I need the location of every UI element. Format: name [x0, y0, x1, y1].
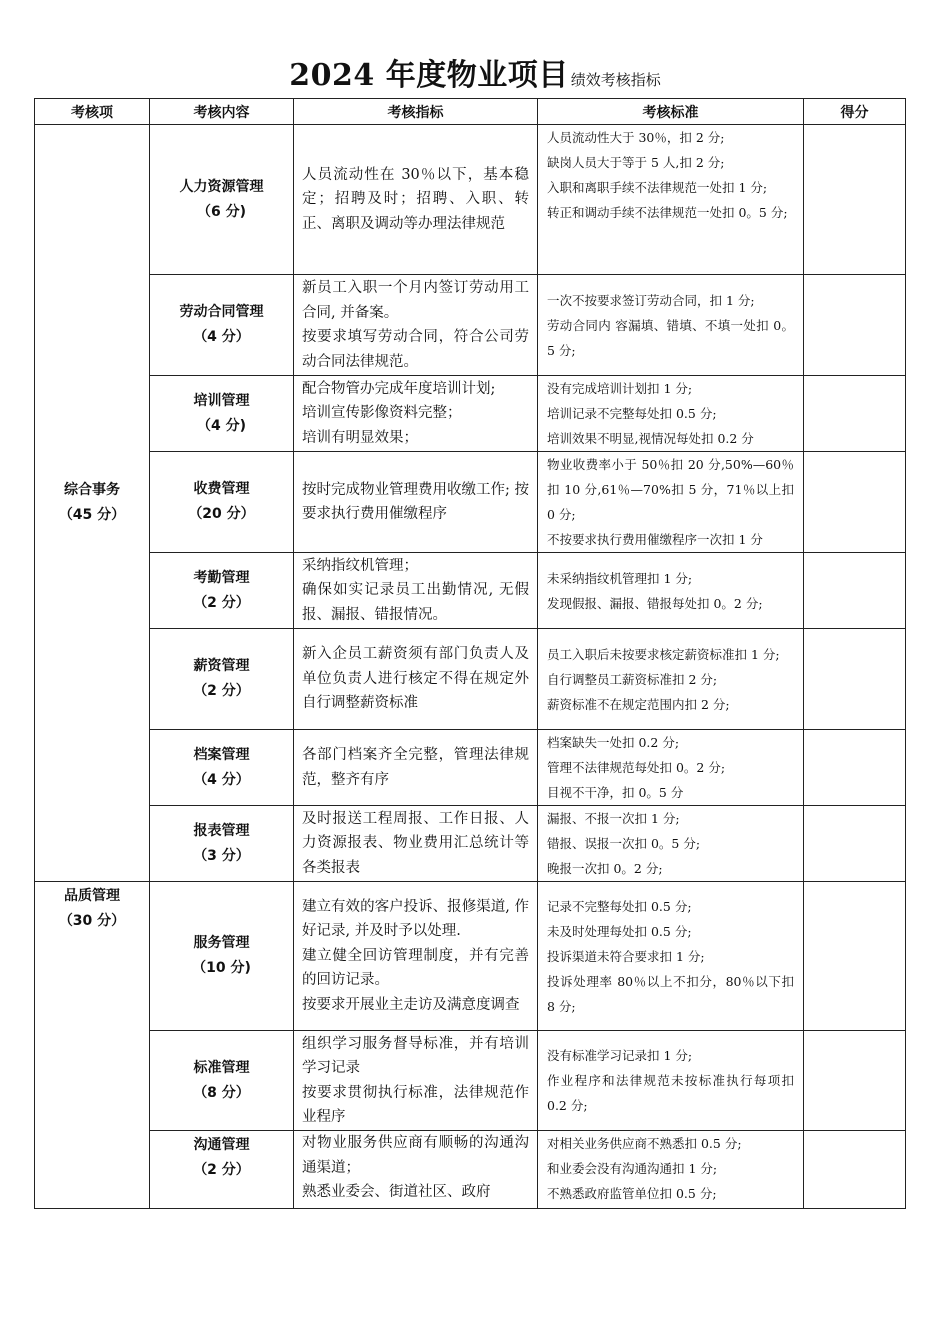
item-cell — [150, 275, 294, 376]
standard-text: 投诉渠道未符合要求扣 1 分; — [547, 948, 705, 964]
indicator-cell — [294, 452, 538, 553]
standard-text: 错报、误报一次扣 0。5 分; — [547, 836, 701, 851]
header-row — [35, 99, 906, 125]
score-cell[interactable] — [804, 806, 906, 882]
title-main: 2024 年度物业项目 — [289, 58, 569, 93]
indicator-cell — [294, 553, 538, 629]
item-cell — [150, 1131, 294, 1209]
indicator-cell — [294, 275, 538, 376]
indicator-cell — [294, 376, 538, 452]
table-row — [35, 125, 906, 275]
item-points: （4 分) — [196, 417, 246, 434]
standard-cell — [538, 275, 804, 376]
score-cell[interactable] — [804, 1031, 906, 1131]
category-points: （30 分） — [58, 913, 126, 929]
item-points: （2 分） — [193, 1162, 250, 1178]
indicator-cell — [294, 882, 538, 1031]
item-cell — [150, 629, 294, 730]
standard-text: 一次不按要求签订劳动合同，扣 1 分; — [547, 292, 755, 308]
standard-text: 物业收费率小于 50％扣 20 分,50%—60％扣 10 分,61％—70%扣 5 分，71％以上扣 0 分; — [547, 457, 794, 522]
item-name: 收费管理 — [193, 481, 250, 497]
standard-text: 档案缺失一处扣 0.2 分; — [547, 735, 680, 750]
indicator-cell — [294, 1031, 538, 1131]
indicator-text: 配合物管办完成年度培训计划; — [302, 380, 496, 397]
standard-text: 未及时处理每处扣 0.5 分; — [547, 923, 692, 939]
table-row — [35, 553, 906, 629]
table-row — [35, 1031, 906, 1131]
standard-text: 发现假报、漏报、错报每处扣 0。2 分; — [547, 595, 763, 611]
standard-cell — [538, 125, 804, 275]
indicator-text: 新员工入职一个月内签订劳动用工合同, 并备案。 — [302, 280, 529, 321]
standard-text: 培训效果不明显,视情况每处扣 0.2 分 — [547, 431, 754, 446]
indicator-cell — [294, 629, 538, 730]
indicator-text: 确保如实记录员工出勤情况, 无假报、漏报、错报情况。 — [302, 582, 529, 623]
standard-text: 自行调整员工薪资标准扣 2 分; — [547, 671, 718, 687]
standard-text: 薪资标准不在规定范围内扣 2 分; — [547, 696, 730, 712]
item-cell — [150, 882, 294, 1031]
header-category: 考核项 — [35, 99, 150, 125]
standard-cell — [538, 730, 804, 806]
table-row — [35, 882, 906, 1031]
table-row — [35, 806, 906, 882]
standard-text: 没有完成培训计划扣 1 分; — [547, 381, 693, 396]
standard-text: 目视不干净，扣 0。5 分 — [547, 785, 684, 800]
category-cell — [35, 882, 150, 1209]
indicator-text: 人员流动性在 30％以下，基本稳定；招聘及时；招聘、入职、转正、离职及调动等办理法律规范 — [302, 166, 529, 232]
indicator-text: 培训有明显效果； — [302, 429, 418, 446]
standard-text: 和业委会没有沟通沟通扣 1 分; — [547, 1161, 718, 1176]
score-cell[interactable] — [804, 125, 906, 275]
document-title — [0, 50, 950, 94]
header-standard: 考核标准 — [538, 99, 804, 125]
standard-cell — [538, 452, 804, 553]
indicator-text: 熟悉业委会、街道社区、政府 — [302, 1184, 491, 1200]
standard-text: 转正和调动手续不法律规范一处扣 0。5 分; — [547, 205, 788, 220]
category-name: 品质管理 — [64, 888, 120, 904]
item-points: （3 分） — [193, 847, 250, 864]
standard-text: 漏报、不报一次扣 1 分; — [547, 811, 680, 826]
standard-text: 作业程序和法律规范未按标准执行每项扣 0.2 分; — [547, 1073, 794, 1113]
standard-cell — [538, 1131, 804, 1209]
header-indicator: 考核指标 — [294, 99, 538, 125]
score-cell[interactable] — [804, 730, 906, 806]
table-row — [35, 376, 906, 452]
item-points: （10 分) — [192, 960, 251, 976]
score-cell[interactable] — [804, 452, 906, 553]
indicator-text: 按要求开展业主走访及满意度调查 — [302, 996, 520, 1013]
indicator-text: 采纳指纹机管理； — [302, 557, 418, 574]
item-points: （4 分） — [193, 771, 250, 788]
item-points: （20 分） — [188, 506, 255, 522]
score-cell[interactable] — [804, 275, 906, 376]
standard-text: 不熟悉政府监管单位扣 0.5 分; — [547, 1186, 717, 1201]
indicator-text: 新入企员工薪资须有部门负责人及单位负责人进行核定不得在规定外自行调整薪资标准 — [302, 646, 529, 712]
item-name: 报表管理 — [193, 822, 250, 839]
item-name: 标准管理 — [193, 1059, 250, 1076]
item-points: （2 分） — [193, 683, 250, 699]
score-cell[interactable] — [804, 629, 906, 730]
title-sub: 绩效考核指标 — [570, 71, 661, 89]
standard-text: 未采纳指纹机管理扣 1 分; — [547, 570, 693, 586]
score-cell[interactable] — [804, 882, 906, 1031]
standard-text: 对相关业务供应商不熟悉扣 0.5 分; — [547, 1136, 742, 1151]
table-row — [35, 1131, 906, 1209]
table-row — [35, 275, 906, 376]
standard-text: 管理不法律规范每处扣 0。2 分; — [547, 760, 726, 775]
header-score: 得分 — [804, 99, 906, 125]
item-cell — [150, 806, 294, 882]
score-cell[interactable] — [804, 553, 906, 629]
standard-text: 员工入职后未按要求核定薪资标准扣 1 分; — [547, 646, 780, 662]
score-cell[interactable] — [804, 376, 906, 452]
indicator-text: 各部门档案齐全完整，管理法律规范，整齐有序 — [302, 747, 529, 788]
standard-text: 没有标准学习记录扣 1 分; — [547, 1048, 693, 1063]
standard-cell — [538, 882, 804, 1031]
indicator-text: 及时报送工程周报、工作日报、人力资源报表、物业费用汇总统计等各类报表 — [302, 810, 529, 876]
item-cell — [150, 125, 294, 275]
indicator-text: 建立健全回访管理制度，并有完善的回访记录。 — [302, 947, 529, 989]
item-points: （4 分） — [193, 329, 250, 345]
indicator-text: 建立有效的客户投诉、报修渠道, 作好记录, 并及时予以处理. — [302, 898, 529, 940]
item-name: 考勤管理 — [193, 569, 250, 586]
assessment-table — [34, 98, 906, 1209]
indicator-text: 按时完成物业管理费用收缴工作; 按要求执行费用催缴程序 — [302, 481, 529, 522]
item-points: （2 分） — [193, 594, 250, 611]
item-cell — [150, 730, 294, 806]
table-row — [35, 629, 906, 730]
category-points: （45 分） — [58, 507, 126, 523]
standard-text: 人员流动性大于 30％，扣 2 分; — [547, 130, 725, 145]
item-name: 培训管理 — [193, 392, 250, 409]
standard-text: 培训记录不完整每处扣 0.5 分; — [547, 406, 717, 421]
standard-text: 投诉处理率 80％以上不扣分，80％以下扣 8 分; — [547, 973, 794, 1014]
item-name: 劳动合同管理 — [179, 304, 264, 320]
indicator-cell — [294, 806, 538, 882]
indicator-text: 对物业服务供应商有顺畅的沟通沟通渠道； — [302, 1135, 529, 1176]
indicator-text: 培训宣传影像资料完整； — [302, 405, 462, 422]
standard-text: 记录不完整每处扣 0.5 分; — [547, 898, 692, 914]
score-cell[interactable] — [804, 1131, 906, 1209]
item-cell — [150, 1031, 294, 1131]
standard-cell — [538, 1031, 804, 1131]
item-points: （8 分） — [193, 1084, 250, 1101]
item-cell — [150, 376, 294, 452]
item-cell — [150, 553, 294, 629]
standard-cell — [538, 806, 804, 882]
standard-text: 劳动合同内 容漏填、错填、不填一处扣 0。5 分; — [547, 317, 794, 358]
item-points: （6 分) — [196, 203, 246, 220]
indicator-text: 按要求贯彻执行标准，法律规范作业程序 — [302, 1084, 529, 1125]
item-name: 人力资源管理 — [179, 178, 264, 195]
standard-cell — [538, 376, 804, 452]
item-name: 服务管理 — [193, 935, 250, 951]
indicator-text: 按要求填写劳动合同，符合公司劳动合同法律规范。 — [302, 329, 529, 370]
category-name: 综合事务 — [64, 482, 120, 498]
category-cell — [35, 125, 150, 882]
standard-text: 缺岗人员大于等于 5 人,扣 2 分; — [547, 155, 725, 170]
standard-cell — [538, 553, 804, 629]
item-name: 沟通管理 — [193, 1137, 250, 1153]
standard-cell — [538, 629, 804, 730]
standard-text: 晚报一次扣 0。2 分; — [547, 861, 663, 876]
table-row — [35, 452, 906, 553]
header-content: 考核内容 — [150, 99, 294, 125]
item-cell — [150, 452, 294, 553]
indicator-cell — [294, 125, 538, 275]
standard-text: 不按要求执行费用催缴程序一次扣 1 分 — [547, 532, 763, 547]
indicator-text: 组织学习服务督导标准，并有培训学习记录 — [302, 1035, 529, 1076]
item-name: 薪资管理 — [193, 658, 250, 674]
item-name: 档案管理 — [193, 746, 250, 763]
indicator-cell — [294, 1131, 538, 1209]
table-row — [35, 730, 906, 806]
standard-text: 入职和离职手续不法律规范一处扣 1 分; — [547, 180, 768, 195]
indicator-cell — [294, 730, 538, 806]
